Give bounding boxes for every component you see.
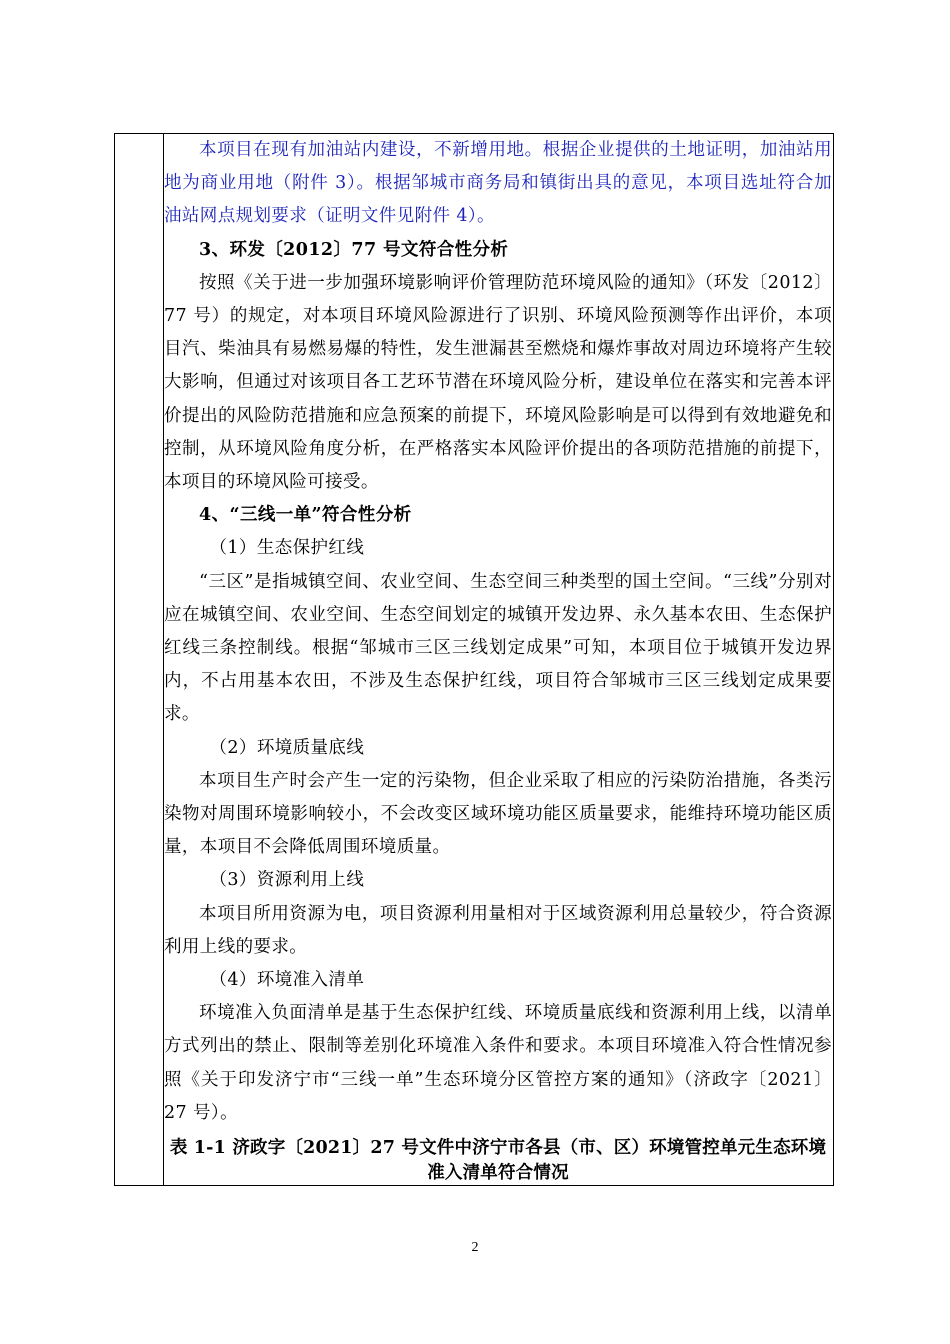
paragraph-environment-quality: 本项目生产时会产生一定的污染物，但企业采取了相应的污染防治措施，各类污染物对周围环境影响较小，不会改变区域环境功能区质量要求，能维持环境功能区质量，本项目不会降低周围环境质量。 (164, 770, 832, 858)
content-cell (164, 134, 833, 1185)
table-caption: 表 1-1 济政字〔2021〕27 号文件中济宁市各县（市、区）环境管控单元生态环境准入清单符合情况 (169, 1138, 827, 1184)
subheading-ecological-redline: （1）生态保护红线 (209, 538, 365, 559)
paragraph-resource-limit: 本项目所用资源为电，项目资源利用量相对于区域资源利用总量较少，符合资源利用上线的要求。 (164, 903, 832, 957)
document-table-frame (114, 133, 834, 1186)
paragraph-land-use: 本项目在现有加油站内建设，不新增用地。根据企业提供的土地证明，加油站用地为商业用地（附件 3）。根据邹城市商务局和镇街出具的意见，本项目选址符合加油站网点规划要求（证明文件见附件 4）。 (164, 140, 832, 227)
paragraph-access-list: 环境准入负面清单是基于生态保护红线、环境质量底线和资源利用上线，以清单方式列出的禁止、限制等差别化环境准入条件和要求。本项目环境准入符合性情况参照《关于印发济宁市“三线一单”生态环境分区管控方案的通知》（济政字〔2021〕27 号）。 (164, 1003, 832, 1123)
page-number: 2 (471, 1240, 479, 1255)
subheading-access-list: （4）环境准入清单 (209, 970, 365, 991)
left-label-column (115, 134, 164, 1185)
paragraph-ecological-redline: “三区”是指城镇空间、农业空间、生态空间三种类型的国土空间。“三线”分别对应在城镇空间、农业空间、生态空间划定的城镇开发边界、永久基本农田、生态保护红线三条控制线。根据“邹城市三区三线划定成果”可知，本项目位于城镇开发边界内，不占用基本农田，不涉及生态保护红线，项目符合邹城市三区三线划定成果要求。 (164, 571, 832, 725)
subheading-resource-limit: （3）资源利用上线 (209, 870, 365, 891)
heading-section-3: 3、环发〔2012〕77 号文符合性分析 (199, 239, 509, 260)
heading-section-4: 4、“三线一单”符合性分析 (199, 505, 412, 526)
paragraph-risk-analysis: 按照《关于进一步加强环境影响评价管理防范环境风险的通知》（环发〔2012〕77 号）的规定，对本项目环境风险源进行了识别、环境风险预测等作出评价，本项目汽、柴油具有易燃易爆的特性，发生泄漏甚至燃烧和爆炸事故对周边环境将产生较大影响，但通过对该项目各工艺环节潜在环境风险分析，建设单位在落实和完善本评价提出的风险防范措施和应急预案的前提下，环境风险影响是可以得到有效地避免和控制，从环境风险角度分析，在严格落实本风险评价提出的各项防范措施的前提下，本项目的环境风险可接受。 (164, 272, 832, 493)
subheading-environment-quality: （2）环境质量底线 (209, 737, 365, 758)
